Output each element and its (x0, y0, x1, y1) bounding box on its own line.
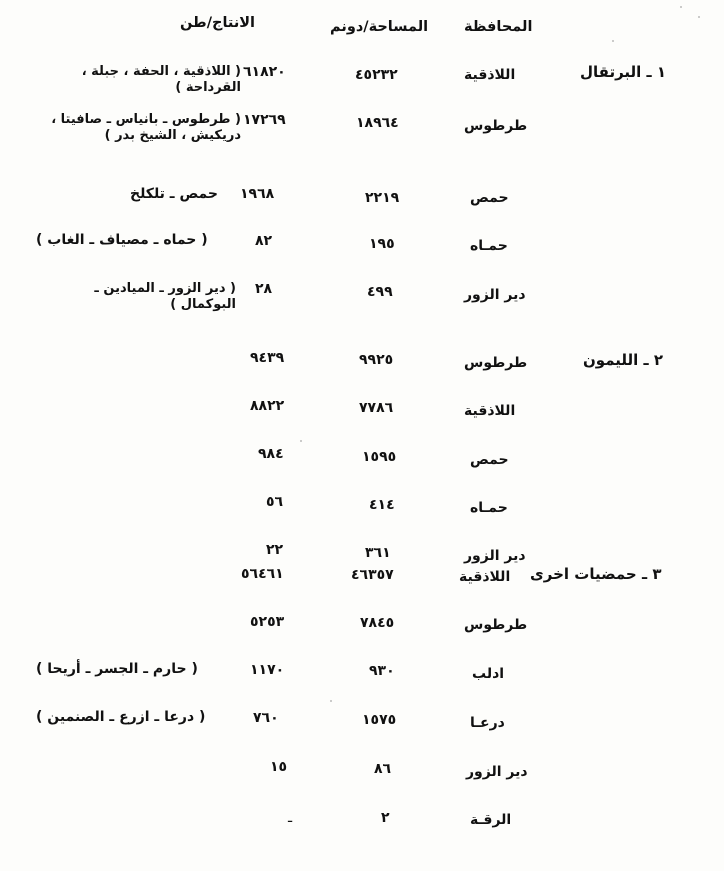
governorate-cell: اللاذقية (464, 67, 516, 83)
governorate-cell: دير الزور (464, 287, 526, 303)
governorate-cell: درعـا (470, 715, 505, 731)
governorate-cell: حمـاه (470, 238, 508, 254)
governorate-cell: الرقـة (470, 812, 512, 828)
crop-label-other-citrus: ٣ ـ حمضيات اخرى (530, 565, 662, 583)
scan-speck (698, 16, 700, 18)
production-cell: ٥٦٤٦١ (241, 566, 284, 582)
production-cell: ٦١٨٢٠ (243, 64, 286, 80)
scan-speck (330, 700, 332, 702)
crop-label-lemon: ٢ ـ الليمون (583, 351, 664, 369)
governorate-cell: اللاذقية (459, 569, 511, 585)
area-cell: ٤٩٩ (367, 284, 393, 300)
header-area: المساحة/دونم (330, 19, 429, 35)
area-cell: ٢ (381, 810, 390, 826)
production-cell: ـ (288, 810, 293, 826)
governorate-cell: دير الزور (466, 764, 528, 780)
governorate-cell: طرطوس (464, 118, 528, 134)
locations-cell: ( طرطوس ـ بانياس ـ صافيتا ، دريكيش ، الشيخ بدر ) (51, 112, 241, 143)
production-cell: ٥٦ (266, 494, 284, 510)
production-cell: ١٥ (270, 759, 288, 775)
locations-cell: حمص ـ تلكلخ (130, 186, 219, 202)
area-cell: ١٩٥ (369, 236, 395, 252)
area-cell: ٩٣٠ (369, 663, 395, 679)
production-cell: ٧٦٠ (253, 710, 279, 726)
locations-cell: ( حارم ـ الجسر ـ أريحا ) (36, 661, 198, 677)
governorate-cell: طرطوس (464, 355, 528, 371)
area-cell: ٨٦ (374, 761, 392, 777)
scan-speck (680, 6, 682, 8)
locations-cell: ( دير الزور ـ الميادين ـ البوكمال ) (94, 281, 236, 312)
header-governorate: المحافظة (464, 19, 533, 35)
production-cell: ٥٢٥٣ (250, 614, 285, 630)
locations-cell: ( اللاذقية ، الحفة ، جبلة ، القرداحة ) (81, 64, 241, 95)
production-cell: ٩٨٤ (258, 446, 284, 462)
area-cell: ٧٨٤٥ (360, 615, 395, 631)
governorate-cell: دير الزور (464, 548, 526, 564)
production-cell: ٨٨٢٢ (250, 398, 285, 414)
production-cell: ٢٨ (255, 281, 273, 297)
production-cell: ٢٢ (266, 542, 284, 558)
governorate-cell: اللاذقية (464, 403, 516, 419)
scan-speck (612, 40, 614, 42)
area-cell: ٤٦٣٥٧ (351, 567, 394, 583)
crop-label-orange: ١ ـ البرتقال (580, 63, 667, 81)
area-cell: ١٨٩٦٤ (356, 115, 399, 131)
area-cell: ٩٩٢٥ (359, 352, 394, 368)
production-cell: ١٧٢٦٩ (243, 112, 286, 128)
governorate-cell: طرطوس (464, 617, 528, 633)
area-cell: ٣٦١ (365, 545, 391, 561)
scan-speck (300, 440, 302, 442)
governorate-cell: حمـاه (470, 500, 508, 516)
production-cell: ٩٤٣٩ (250, 350, 285, 366)
locations-cell: ( درعا ـ ازرع ـ الصنمين ) (36, 709, 206, 725)
area-cell: ١٥٩٥ (362, 449, 397, 465)
area-cell: ٤١٤ (369, 497, 395, 513)
governorate-cell: حمص (470, 452, 509, 468)
area-cell: ٢٢١٩ (365, 190, 400, 206)
production-cell: ١٩٦٨ (240, 186, 275, 202)
governorate-cell: ادلب (472, 666, 505, 682)
area-cell: ٧٧٨٦ (359, 400, 394, 416)
production-cell: ١١٧٠ (250, 662, 285, 678)
governorate-cell: حمص (470, 190, 509, 206)
production-cell: ٨٢ (255, 233, 273, 249)
locations-cell: ( حماه ـ مصياف ـ الغاب ) (36, 232, 208, 248)
area-cell: ١٥٧٥ (362, 712, 397, 728)
header-production: الانتاج/طن (180, 15, 256, 31)
area-cell: ٤٥٢٣٢ (355, 67, 398, 83)
